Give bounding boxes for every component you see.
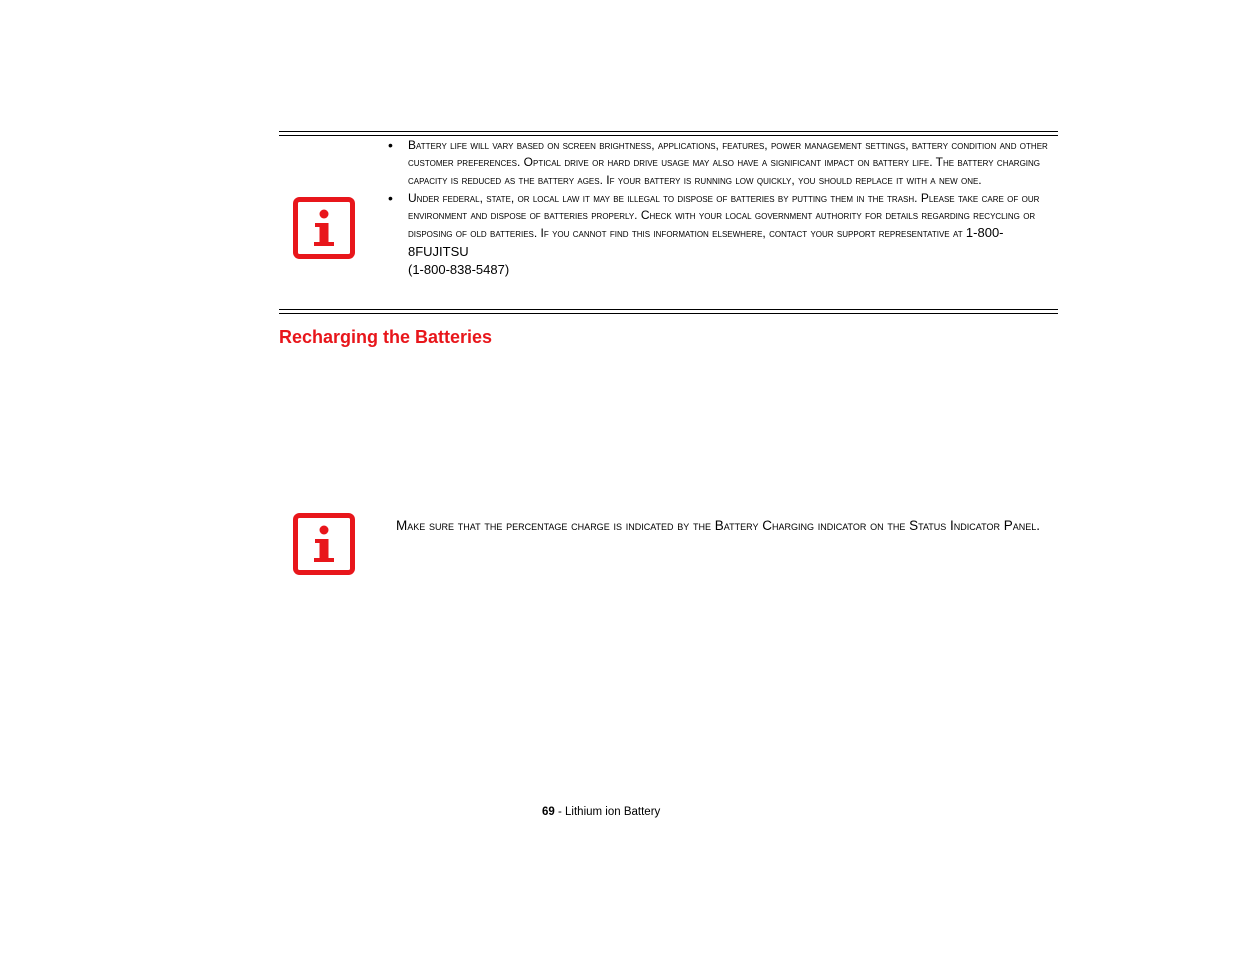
top-rule-lower [279,135,1058,136]
note-text-body: Under federal, state, or local law it may be illegal to dispose of batteries by putting them in the trash. Please take care of our environment and dispose of batteries properly. Check with your local government authority for details regarding recycling or disposing of old batteries. If you cannot find this information elsewhere, contact your support representative at [408,190,1040,241]
list-item [388,137,1058,189]
bullet: • [388,189,393,206]
note-text: Make sure that the percentage charge is indicated by the Battery Charging indicator on the Status Indicator Panel. [396,518,1040,533]
support-phone: 1-800-8FUJITSU [408,225,1004,259]
footer-title: Lithium ion Battery [565,806,661,818]
note-list [388,137,1058,279]
footer-separator: - [554,806,566,818]
note-text: Battery life will vary based on screen brightness, applications, features, power management settings, battery condition and other customer preferences. Optical drive or hard drive usage may also have a significant impact on battery life. The battery charging capacity is reduced as the battery ages. If your battery is running low quickly, you should replace it with a new one. [408,138,1048,187]
bottom-rule-upper [279,309,1058,310]
note-text [408,190,1058,279]
section-heading: Recharging the Batteries [279,327,493,347]
info-icon [293,197,355,259]
page-number: 69 [542,806,555,818]
page-footer [542,806,660,818]
bullet: • [388,137,393,153]
top-rule-upper [279,131,1058,132]
list-item [388,190,1058,279]
support-phone-numeric: (1-800-838-5487) [408,262,510,278]
bottom-rule-lower [279,313,1058,314]
info-icon [293,513,355,575]
